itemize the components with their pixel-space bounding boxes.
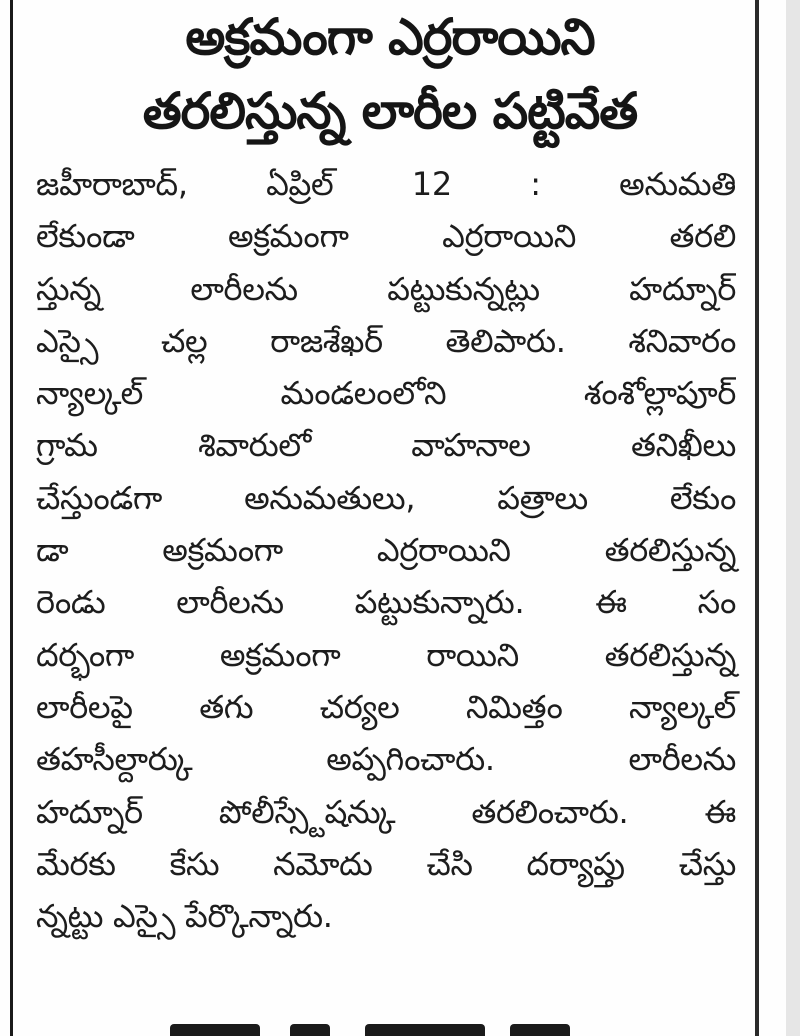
article-line: స్తున్న లారీలను పట్టుకున్నట్లు హద్నూర్ <box>36 269 736 308</box>
column-rule-left <box>10 0 13 1036</box>
headline-line-1: అక్రమంగా ఎర్రరాయిని <box>185 8 595 66</box>
cutoff-glyph <box>365 1024 485 1036</box>
article-line: న్యాల్కల్ మండలంలోని శంశోల్లాపూర్ <box>36 374 736 413</box>
page-edge <box>786 0 800 1036</box>
next-headline-cutoff <box>150 1018 600 1036</box>
article-line: జహీరాబాద్, ఏప్రిల్ 12 : అనుమతి <box>36 165 736 203</box>
article-line: రెండు లారీలను పట్టుకున్నారు. ఈ సం <box>36 583 736 622</box>
headline <box>40 0 740 148</box>
article-line: న్నట్టు ఎస్సై పేర్కొన్నారు. <box>36 897 333 936</box>
article-body <box>36 158 736 942</box>
article-line: గ్రామ శివారులో వాహనాల తనిఖీలు <box>36 426 736 465</box>
article-line: లారీలపై తగు చర్యల నిమిత్తం న్యాల్కల్ <box>36 687 736 726</box>
article-line: మేరకు కేసు నమోదు చేసి దర్యాప్తు చేస్తు <box>36 844 736 883</box>
article-line: డా అక్రమంగా ఎర్రరాయిని తరలిస్తున్న <box>36 531 736 570</box>
column-rule-right <box>755 0 759 1036</box>
article-line: చేస్తుండగా అనుమతులు, పత్రాలు లేకుం <box>36 478 736 517</box>
cutoff-glyph <box>290 1024 330 1036</box>
article-line: ఎస్సై చల్ల రాజశేఖర్ తెలిపారు. శనివారం <box>36 321 736 360</box>
article-line: లేకుండా అక్రమంగా ఎర్రరాయిని తరలి <box>36 217 736 256</box>
article-line: హద్నూర్ పోలీస్స్టేషన్కు తరలించారు. ఈ <box>36 792 736 831</box>
cutoff-glyph <box>170 1024 260 1036</box>
article-line: తహసీల్దార్కు అప్పగించారు. లారీలను <box>36 740 736 779</box>
cutoff-glyph <box>510 1024 570 1036</box>
article-line: దర్భంగా అక్రమంగా రాయిని తరలిస్తున్న <box>36 635 736 674</box>
headline-line-2: తరలిస్తున్న లారీల పట్టివేత <box>142 82 638 140</box>
